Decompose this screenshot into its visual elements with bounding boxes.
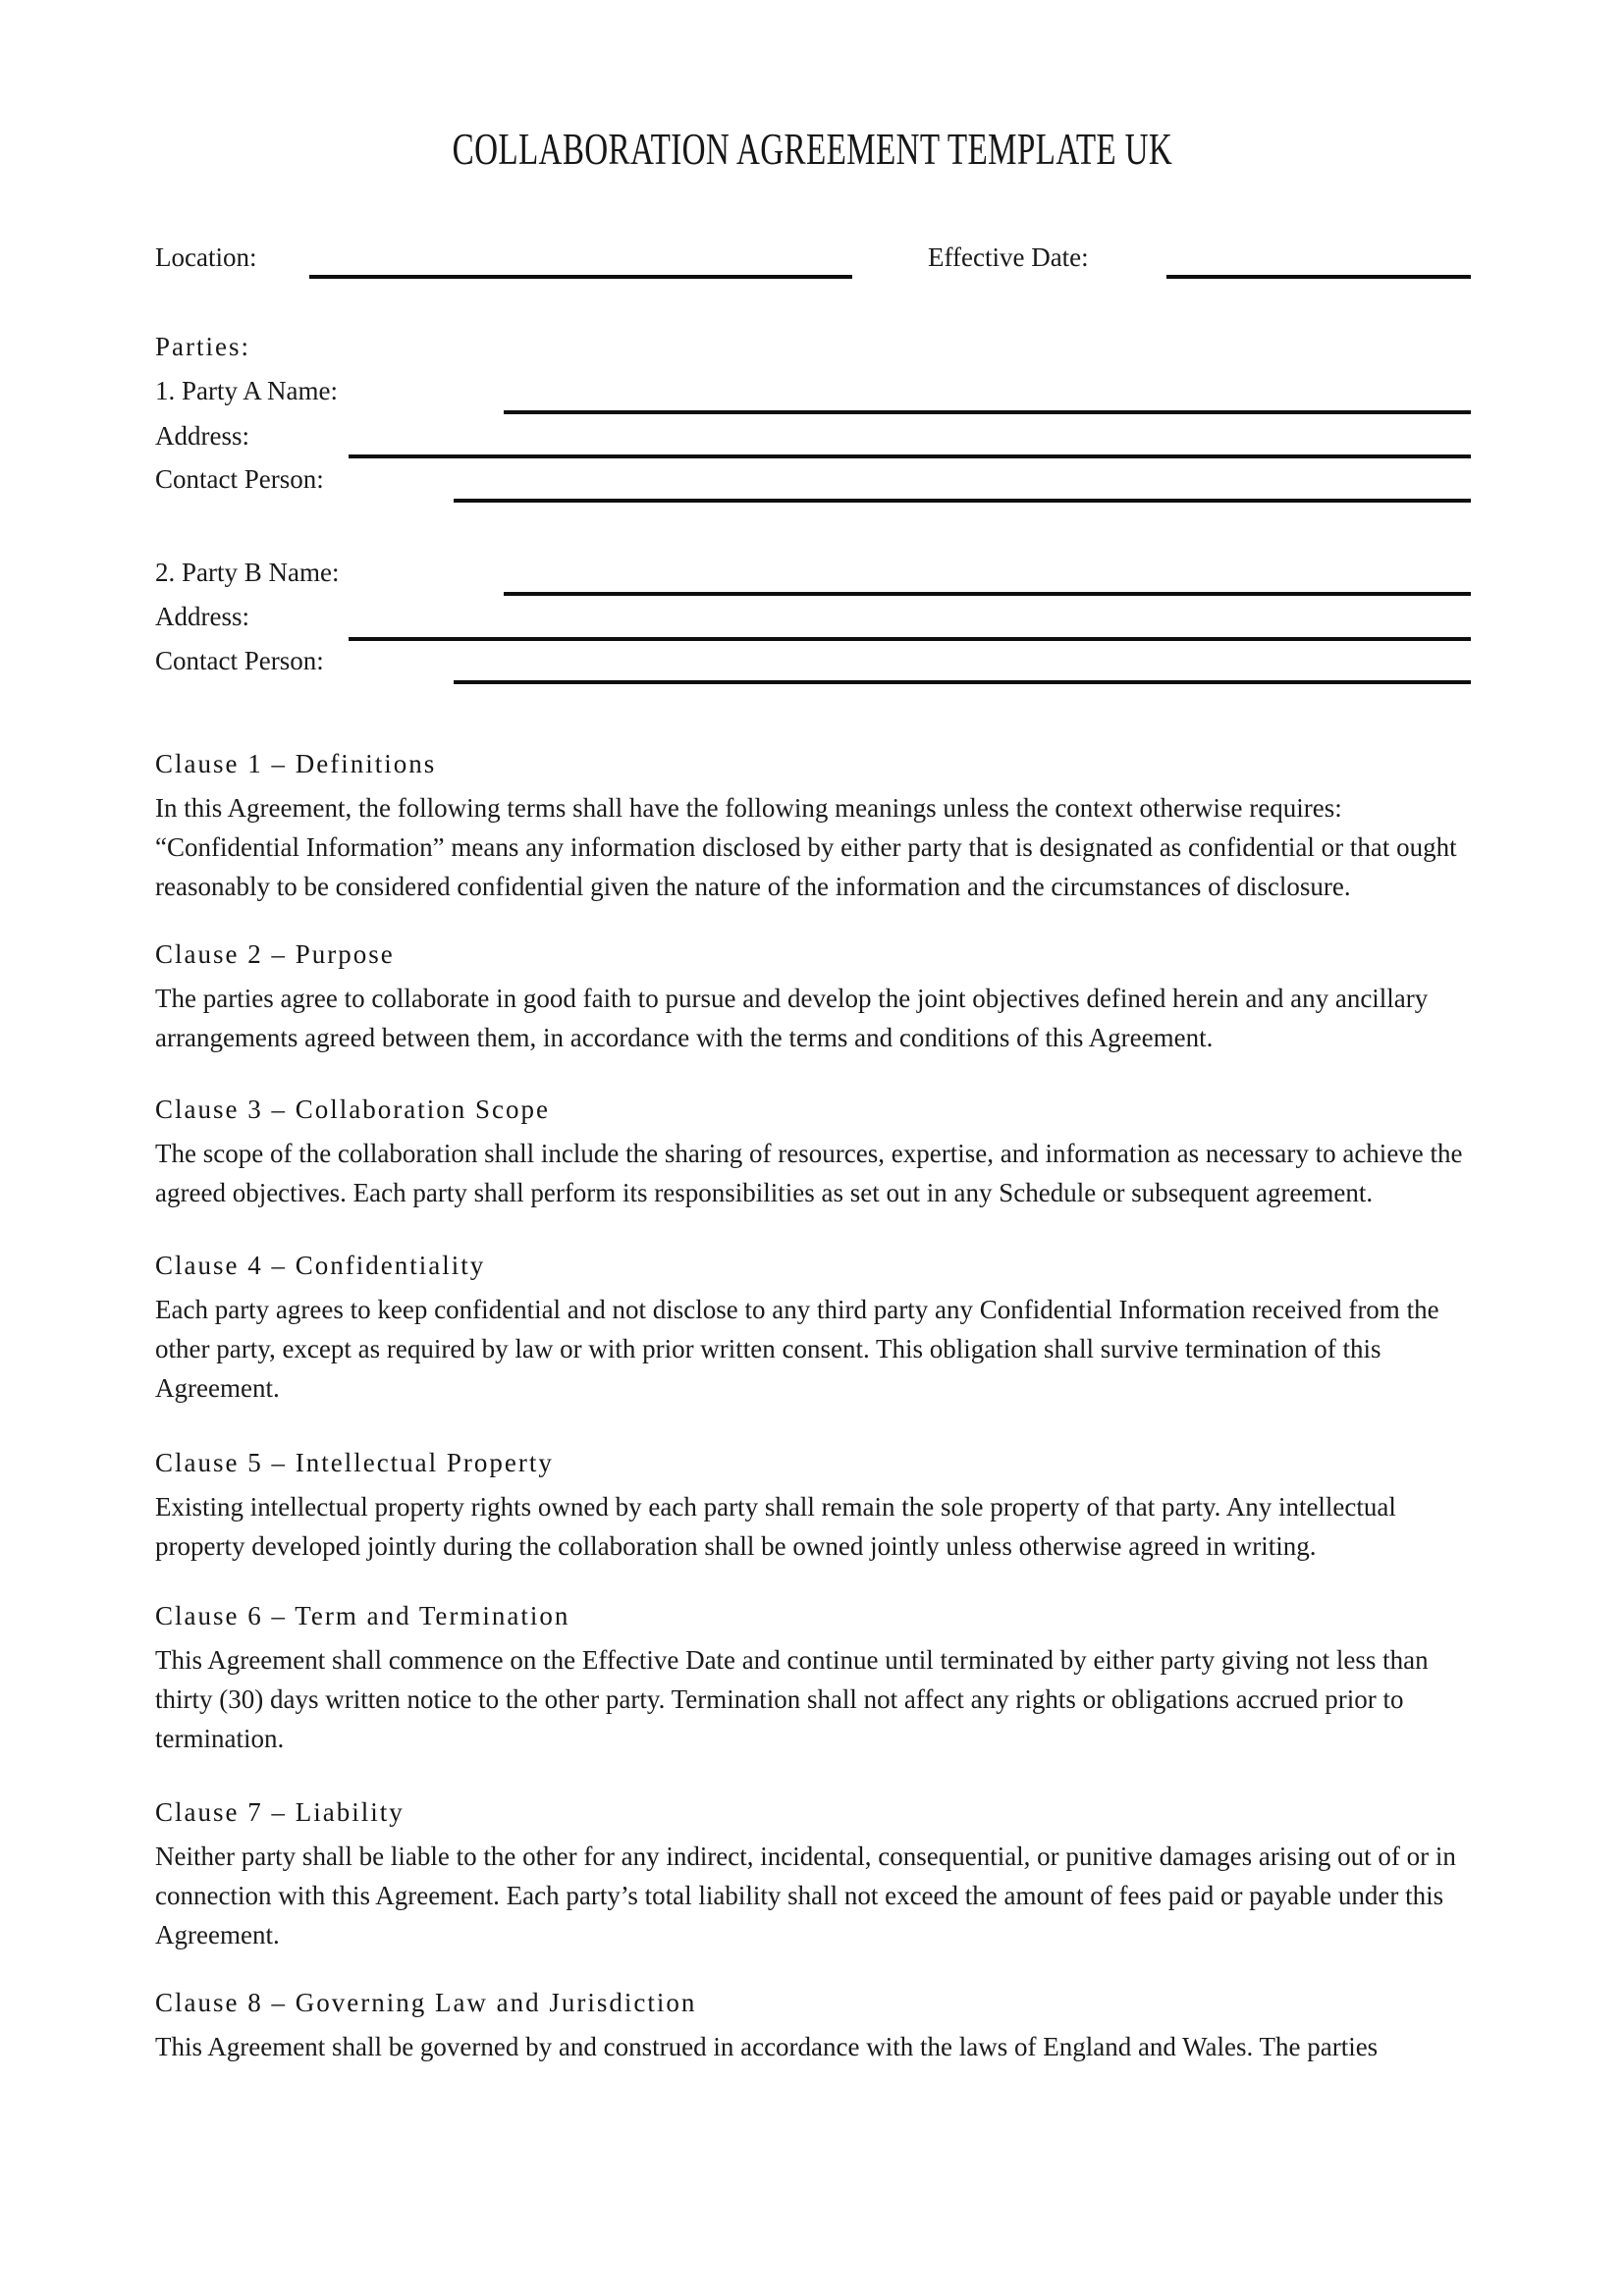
party-b-name-fill-line: [504, 592, 1471, 596]
clause-2-heading: Clause 2 – Purpose: [155, 939, 395, 969]
clause-1-definitions: [155, 747, 1479, 906]
party-b-contact-label: Contact Person:: [155, 646, 324, 675]
party-a-contact-label: Contact Person:: [155, 464, 324, 494]
location-label: Location:: [155, 242, 257, 272]
effective-date-label: Effective Date:: [928, 242, 1089, 272]
clause-3-body: The scope of the collaboration shall include the sharing of resources, expertise, and information as necessary to achieve the agreed objectives. Each party shall perform its responsibilities as set out in any Schedule or subsequent agreement.: [155, 1139, 1463, 1207]
clause-5-intellectual-property: [155, 1446, 1479, 1566]
page-title: [0, 124, 1624, 175]
clause-4-heading: Clause 4 – Confidentiality: [155, 1251, 486, 1280]
clause-8-body: This Agreement shall be governed by and construed in accordance with the laws of England and Wales. The parties: [155, 2032, 1379, 2061]
clause-4-confidentiality: [155, 1249, 1479, 1408]
party-b-address-label: Address:: [155, 602, 249, 631]
party-a-address-fill-line: [349, 454, 1471, 458]
party-a-name-label: 1. Party A Name:: [155, 376, 338, 405]
party-b-name-label: 2. Party B Name:: [155, 558, 340, 587]
clause-5-heading: Clause 5 – Intellectual Property: [155, 1448, 554, 1477]
clause-8-governing-law-and-jurisdiction: [155, 1986, 1479, 2066]
party-a-address-label: Address:: [155, 421, 249, 451]
parties-section-label: Parties:: [155, 332, 250, 361]
party-a-name-fill-line: [504, 410, 1471, 414]
clause-6-body: This Agreement shall commence on the Effective Date and continue until terminated by either party giving not less than thirty (30) days written notice to the other party. Termination shall not affect any rights or obligations accrued prior to termination.: [155, 1645, 1429, 1753]
clause-7-body: Neither party shall be liable to the other for any indirect, incidental, consequential, or punitive damages arising out of or in connection with this Agreement. Each party’s total liability shall not exceed the amount of fees paid or payable under this Agreement.: [155, 1842, 1456, 1949]
clause-7-heading: Clause 7 – Liability: [155, 1797, 405, 1827]
clause-5-body: Existing intellectual property rights owned by each party shall remain the sole property of that party. Any intellectual property developed jointly during the collaboration shall be owned jointly unless otherwise agreed in writing.: [155, 1492, 1396, 1561]
page-title-text: COLLABORATION AGREEMENT TEMPLATE UK: [452, 124, 1172, 174]
clause-3-heading: Clause 3 – Collaboration Scope: [155, 1095, 550, 1124]
clause-7-liability: [155, 1795, 1479, 1954]
clause-3-collaboration-scope: [155, 1093, 1479, 1212]
clause-8-heading: Clause 8 – Governing Law and Jurisdiction: [155, 1988, 697, 2017]
party-a-contact-fill-line: [454, 499, 1471, 503]
party-b-address-fill-line: [349, 637, 1471, 641]
clause-2-purpose: [155, 937, 1479, 1057]
party-b-contact-fill-line: [454, 680, 1471, 684]
clause-4-body: Each party agrees to keep confidential and not disclose to any third party any Confidential Information received from the other party, except as required by law or with prior written consent. This obligation shall survive termination of this Agreement.: [155, 1295, 1439, 1403]
clause-6-heading: Clause 6 – Term and Termination: [155, 1601, 570, 1630]
clause-2-body: The parties agree to collaborate in good faith to pursue and develop the joint objectives defined herein and any ancillary arrangements agreed between them, in accordance with the terms and conditions of this Agreement.: [155, 984, 1429, 1052]
clause-1-heading: Clause 1 – Definitions: [155, 749, 437, 778]
effective-date-fill-line: [1166, 275, 1471, 279]
location-fill-line: [309, 275, 852, 279]
clause-6-term-and-termination: [155, 1599, 1479, 1758]
clause-1-body: In this Agreement, the following terms shall have the following meanings unless the context otherwise requires: “Confidential Information” means any information disclosed by either party that is designated as confidential or that ought reasonably to be considered confidential given the nature of the information and the circumstances of disclosure.: [155, 793, 1457, 901]
